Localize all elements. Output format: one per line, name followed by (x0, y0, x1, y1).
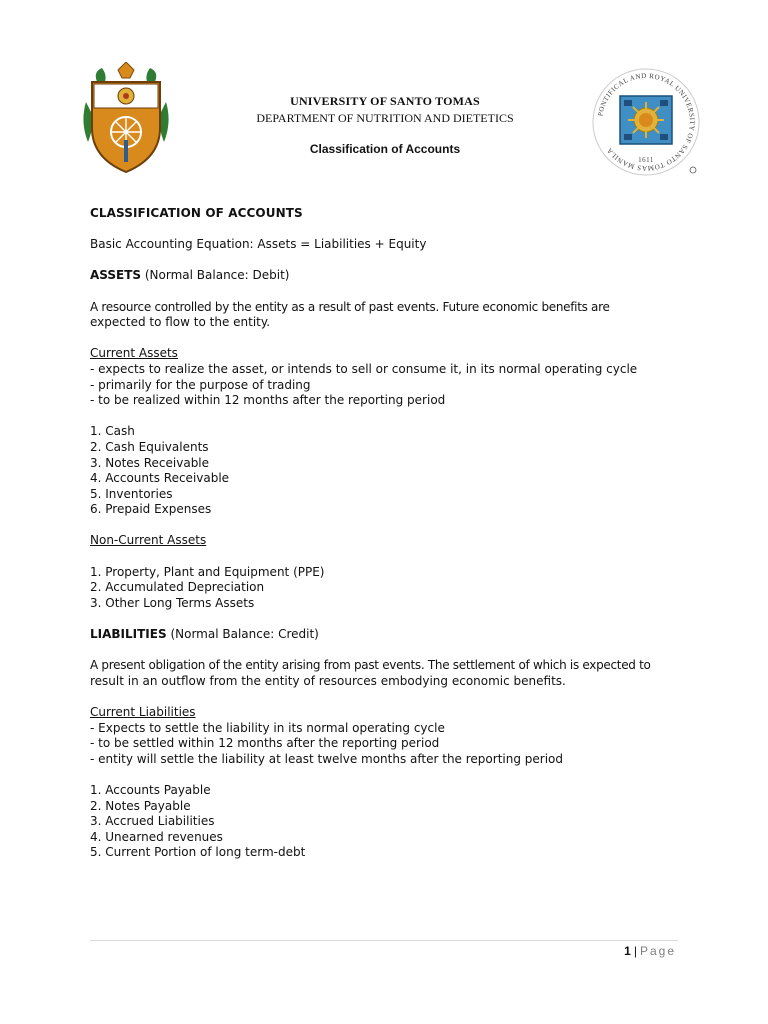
noncurrent-assets-heading: Non-Current Assets (90, 533, 207, 548)
noncurrent-assets-item: 1. Property, Plant and Equipment (PPE) (90, 564, 325, 579)
liabilities-heading-line (90, 627, 690, 643)
footer-separator: | (633, 944, 637, 958)
department-name: DEPARTMENT OF NUTRITION AND DIETETICS (256, 111, 514, 125)
current-assets-criterion: - primarily for the purpose of trading (90, 377, 311, 392)
noncurrent-assets-item: 2. Accumulated Depreciation (90, 580, 265, 595)
svg-text:1611: 1611 (638, 156, 654, 164)
university-name: UNIVERSITY OF SANTO TOMAS (290, 94, 480, 108)
page-footer (624, 944, 676, 958)
assets-label: ASSETS (90, 268, 142, 283)
document-title: Classification of Accounts (309, 142, 461, 156)
document-body (90, 206, 690, 861)
liabilities-definition-line-1: A present obligation of the entity arising from past events. The settlement of which is expected to (90, 658, 651, 673)
current-assets-item: 6. Prepaid Expenses (90, 502, 212, 517)
page-number: 1 (624, 944, 631, 958)
assets-definition-line-1: A resource controlled by the entity as a result of past events. Future economic benefits are (90, 299, 610, 314)
ust-seal-logo (590, 66, 702, 178)
current-assets-item: 3. Notes Receivable (90, 455, 210, 470)
document-header (200, 94, 570, 156)
page-label: Page (639, 944, 676, 958)
accounting-equation: Basic Accounting Equation: Assets = Liabilities + Equity (90, 237, 427, 252)
current-liabilities-item: 4. Unearned revenues (90, 829, 223, 844)
current-assets-item: 1. Cash (90, 424, 135, 439)
section-heading: CLASSIFICATION OF ACCOUNTS (90, 206, 303, 220)
footer-divider (90, 940, 678, 941)
current-liabilities-criterion: - Expects to settle the liability in its normal operating cycle (90, 720, 445, 735)
current-liabilities-item: 1. Accounts Payable (90, 782, 211, 797)
current-liabilities-item: 5. Current Portion of long term-debt (90, 845, 306, 860)
current-assets-heading: Current Assets (90, 346, 178, 361)
current-liabilities-item: 2. Notes Payable (90, 798, 191, 813)
current-assets-item: 5. Inventories (90, 486, 173, 501)
current-assets-criterion: - to be realized within 12 months after the reporting period (90, 393, 446, 408)
current-assets-item: 4. Accounts Receivable (90, 471, 230, 486)
assets-normal-balance: (Normal Balance: Debit) (141, 268, 290, 283)
liabilities-label: LIABILITIES (90, 627, 167, 642)
current-liabilities-heading: Current Liabilities (90, 705, 196, 719)
liabilities-normal-balance: (Normal Balance: Credit) (166, 627, 319, 642)
current-liabilities-criterion: - to be settled within 12 months after the reporting period (90, 736, 440, 751)
noncurrent-assets-item: 3. Other Long Terms Assets (90, 595, 255, 610)
current-assets-criterion: - expects to realize the asset, or intends to sell or consume it, in its normal operating cycle (90, 361, 638, 376)
assets-definition-line-2: expected to flow to the entity. (90, 315, 271, 330)
current-liabilities-criterion: - entity will settle the liability at least twelve months after the reporting period (90, 751, 563, 766)
department-crest-logo (78, 62, 174, 174)
svg-text:PONTIFICAL AND ROYAL UNIVERSIT: PONTIFICAL AND ROYAL UNIVERSITY OF SANTO TOMAS MANILA (596, 71, 697, 173)
current-liabilities-item: 3. Accrued Liabilities (90, 814, 215, 829)
current-assets-item: 2. Cash Equivalents (90, 439, 209, 454)
assets-heading-line (90, 268, 690, 284)
liabilities-definition-line-2: result in an outflow from the entity of resources embodying economic benefits. (90, 673, 566, 688)
